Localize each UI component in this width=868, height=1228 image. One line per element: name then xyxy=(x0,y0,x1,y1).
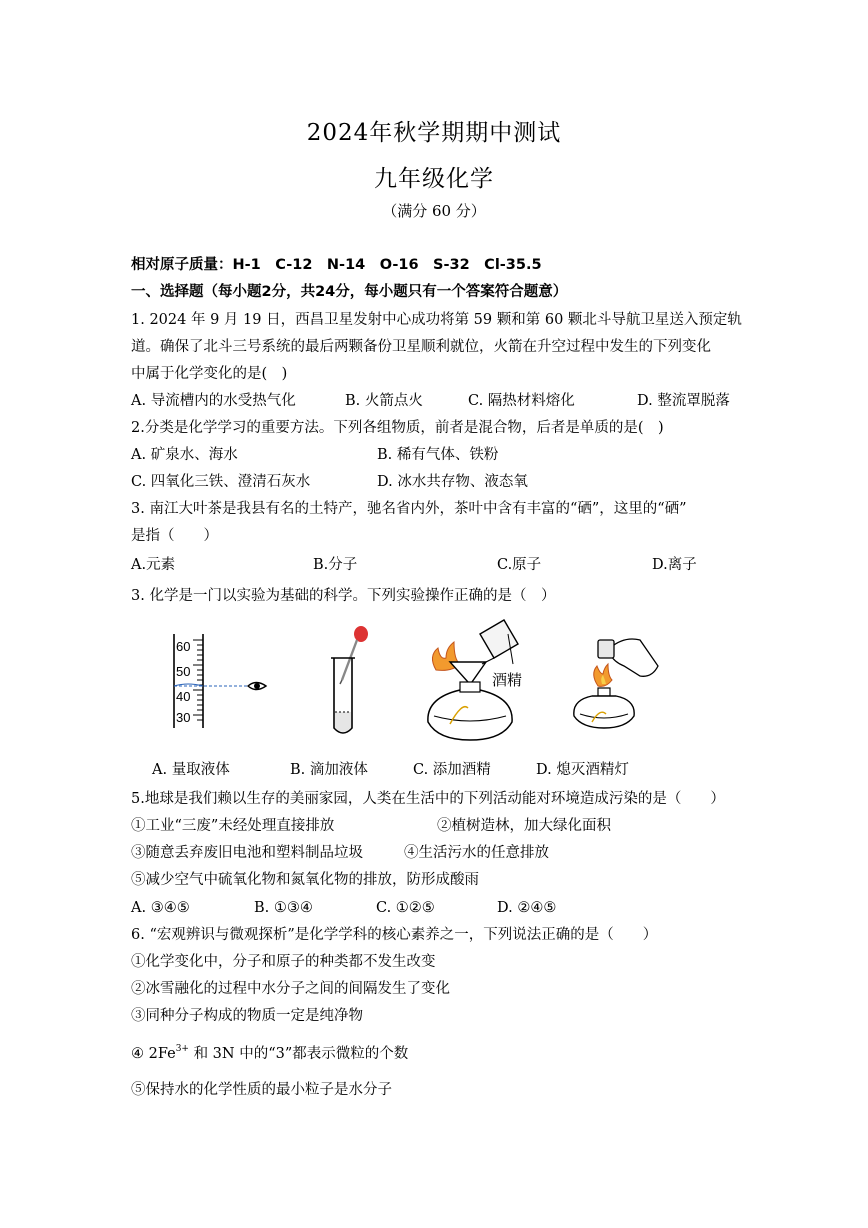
section-heading: 一、选择题（每小题2分，共24分，每小题只有一个答案符合题意） xyxy=(131,284,568,300)
add-alcohol-figure xyxy=(420,612,550,747)
alcohol-label: 酒精 xyxy=(492,671,523,689)
q2-option-c: C. 四氧化三铁、澄清石灰水 xyxy=(131,474,311,490)
graduated-cylinder-figure xyxy=(160,630,280,740)
q5-item-3: ③随意丢弃废旧电池和塑料制品垃圾 xyxy=(131,845,363,861)
q6-item-4-prefix: ④ 2Fe xyxy=(131,1046,176,1062)
q2-stem: 2.分类是化学学习的重要方法。下列各组物质，前者是混合物，后者是单质的是( ) xyxy=(131,420,664,436)
tick-50: 50 xyxy=(176,664,191,679)
q6-item-4-charge: 3+ xyxy=(175,1044,189,1054)
q5-item-1: ①工业“三废”未经处理直接排放 xyxy=(131,818,335,834)
q6-item-1: ①化学变化中，分子和原子的种类都不发生改变 xyxy=(131,954,436,970)
atomic-mass-line: 相对原子质量：H-1 C-12 N-14 O-16 S-32 Cl-35.5 xyxy=(131,257,542,273)
q5-option-a: A. ③④⑤ xyxy=(131,900,190,916)
q5-option-c: C. ①②⑤ xyxy=(376,900,435,916)
eye-icon xyxy=(248,683,266,690)
q3a-stem-line1: 3. 南江大叶茶是我县有名的土特产，驰名省内外，茶叶中含有丰富的“硒”，这里的“硒” xyxy=(131,501,687,517)
test-tube-dropper-figure xyxy=(320,620,380,740)
q3a-option-a: A.元素 xyxy=(131,557,176,573)
q6-item-3: ③同种分子构成的物质一定是纯净物 xyxy=(131,1008,363,1024)
q6-stem: 6. “宏观辨识与微观探析”是化学学科的核心素养之一，下列说法正确的是（ ） xyxy=(131,927,658,943)
q6-item-2: ②冰雪融化的过程中水分子之间的间隔发生了变化 xyxy=(131,981,450,997)
figure-caption-d: D. 熄灭酒精灯 xyxy=(536,762,629,778)
alcohol-lamp-body xyxy=(428,690,512,740)
beaker xyxy=(480,620,518,658)
q2-option-a: A. 矿泉水、海水 xyxy=(131,447,238,463)
lamp-cap xyxy=(598,640,614,658)
q6-item-4-text: 和 3N 中的“3”都表示微粒的个数 xyxy=(188,1046,409,1062)
q3a-option-d: D.离子 xyxy=(652,557,697,573)
hand-icon xyxy=(610,639,658,676)
q1-option-d: D. 整流罩脱落 xyxy=(637,393,730,409)
extinguish-lamp-figure xyxy=(570,628,670,738)
exam-title: 2024年秋学期期中测试 xyxy=(306,120,562,146)
figure-caption-c: C. 添加酒精 xyxy=(413,762,491,778)
q6-item-5: ⑤保持水的化学性质的最小粒子是水分子 xyxy=(131,1082,392,1098)
q2-option-d: D. 冰水共存物、液态氧 xyxy=(377,474,528,490)
q5-stem: 5.地球是我们赖以生存的美丽家园，人类在生活中的下列活动能对环境造成污染的是（ ） xyxy=(131,791,725,807)
q2-option-b: B. 稀有气体、铁粉 xyxy=(377,447,499,463)
q1-option-a: A. 导流槽内的水受热气化 xyxy=(131,393,296,409)
q5-item-2: ②植树造林，加大绿化面积 xyxy=(437,818,611,834)
full-score: （满分 60 分） xyxy=(382,202,486,220)
q1-option-c: C. 隔热材料熔化 xyxy=(468,393,575,409)
q3a-stem-line2: 是指（ ） xyxy=(131,528,218,544)
dropper-bulb xyxy=(354,626,368,642)
q3b-stem: 3. 化学是一门以实验为基础的科学。下列实验操作正确的是（ ） xyxy=(131,588,556,604)
q1-stem-line1: 1. 2024 年 9 月 19 日，西昌卫星发射中心成功将第 59 颗和第 60 颗北斗导航卫星送入预定轨 xyxy=(131,312,742,328)
tick-60: 60 xyxy=(176,639,191,654)
figure-caption-a: A. 量取液体 xyxy=(152,762,230,778)
q5-option-b: B. ①③④ xyxy=(254,900,313,916)
tick-40: 40 xyxy=(176,689,191,704)
q5-item-5: ⑤减少空气中硫氧化物和氮氧化物的排放，防形成酸雨 xyxy=(131,872,479,888)
q1-option-b: B. 火箭点火 xyxy=(345,393,423,409)
q3a-option-b: B.分子 xyxy=(313,557,358,573)
q5-option-d: D. ②④⑤ xyxy=(497,900,557,916)
figure-caption-b: B. 滴加液体 xyxy=(290,762,368,778)
q6-item-4 xyxy=(131,1044,408,1064)
q1-stem-line2: 道。确保了北斗三号系统的最后两颗备份卫星顺利就位，火箭在升空过程中发生的下列变化 xyxy=(131,339,711,355)
q3a-option-c: C.原子 xyxy=(497,557,542,573)
tick-30: 30 xyxy=(176,710,191,725)
q5-item-4: ④生活污水的任意排放 xyxy=(404,845,549,861)
subject-title: 九年级化学 xyxy=(374,166,494,192)
q1-stem-line3: 中属于化学变化的是( ) xyxy=(131,366,288,382)
